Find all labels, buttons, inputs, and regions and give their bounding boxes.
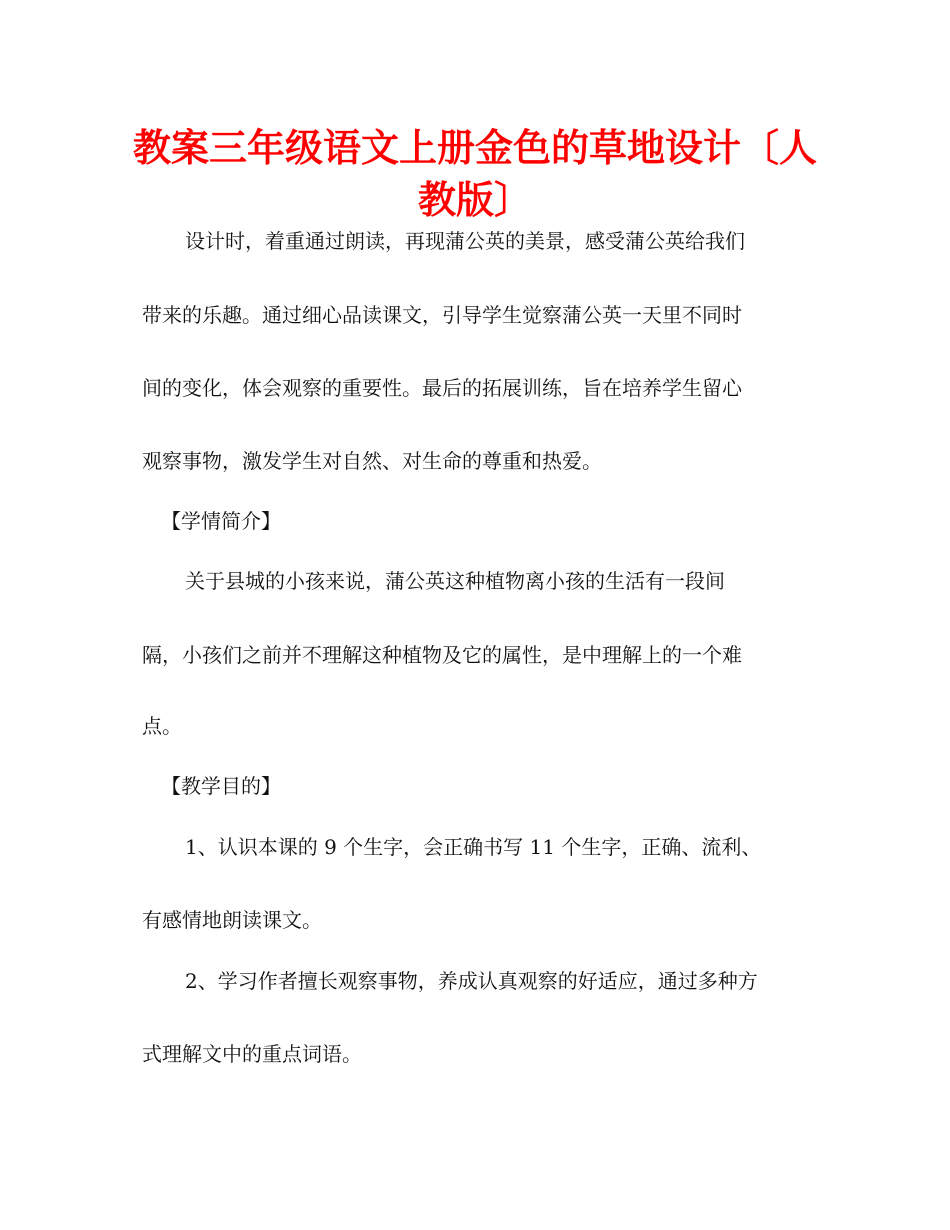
paragraph-line: 1、认识本课的 9 个生字，会正确书写 11 个生字，正确、流利、 — [185, 835, 762, 859]
paragraph-line: 关于县城的小孩来说，蒲公英这种植物离小孩的生活有一段间 — [185, 569, 725, 593]
document-title: 教案三年级语文上册金色的草地设计〔人教版〕 — [132, 126, 817, 222]
paragraph-line: 点。 — [142, 714, 182, 738]
paragraph-line: 式理解文中的重点词语。 — [142, 1042, 362, 1066]
paragraph-line: 观察事物，激发学生对自然、对生命的尊重和热爱。 — [142, 449, 602, 473]
paragraph-line: 隔，小孩们之前并不理解这种植物及它的属性，是中理解上的一个难 — [142, 643, 742, 667]
paragraph-line: 2、学习作者擅长观察事物，养成认真观察的好适应，通过多种方 — [185, 969, 758, 993]
paragraph-line: 设计时，着重通过朗读，再现蒲公英的美景，感受蒲公英给我们 — [185, 229, 745, 253]
section-heading: 【教学目的】 — [161, 774, 281, 798]
section-heading: 【学情简介】 — [161, 509, 281, 533]
paragraph-line: 间的变化，体会观察的重要性。最后的拓展训练，旨在培养学生留心 — [142, 376, 742, 400]
paragraph-line: 带来的乐趣。通过细心品读课文，引导学生觉察蒲公英一天里不同时 — [142, 303, 742, 327]
paragraph-line: 有感情地朗读课文。 — [142, 908, 322, 932]
